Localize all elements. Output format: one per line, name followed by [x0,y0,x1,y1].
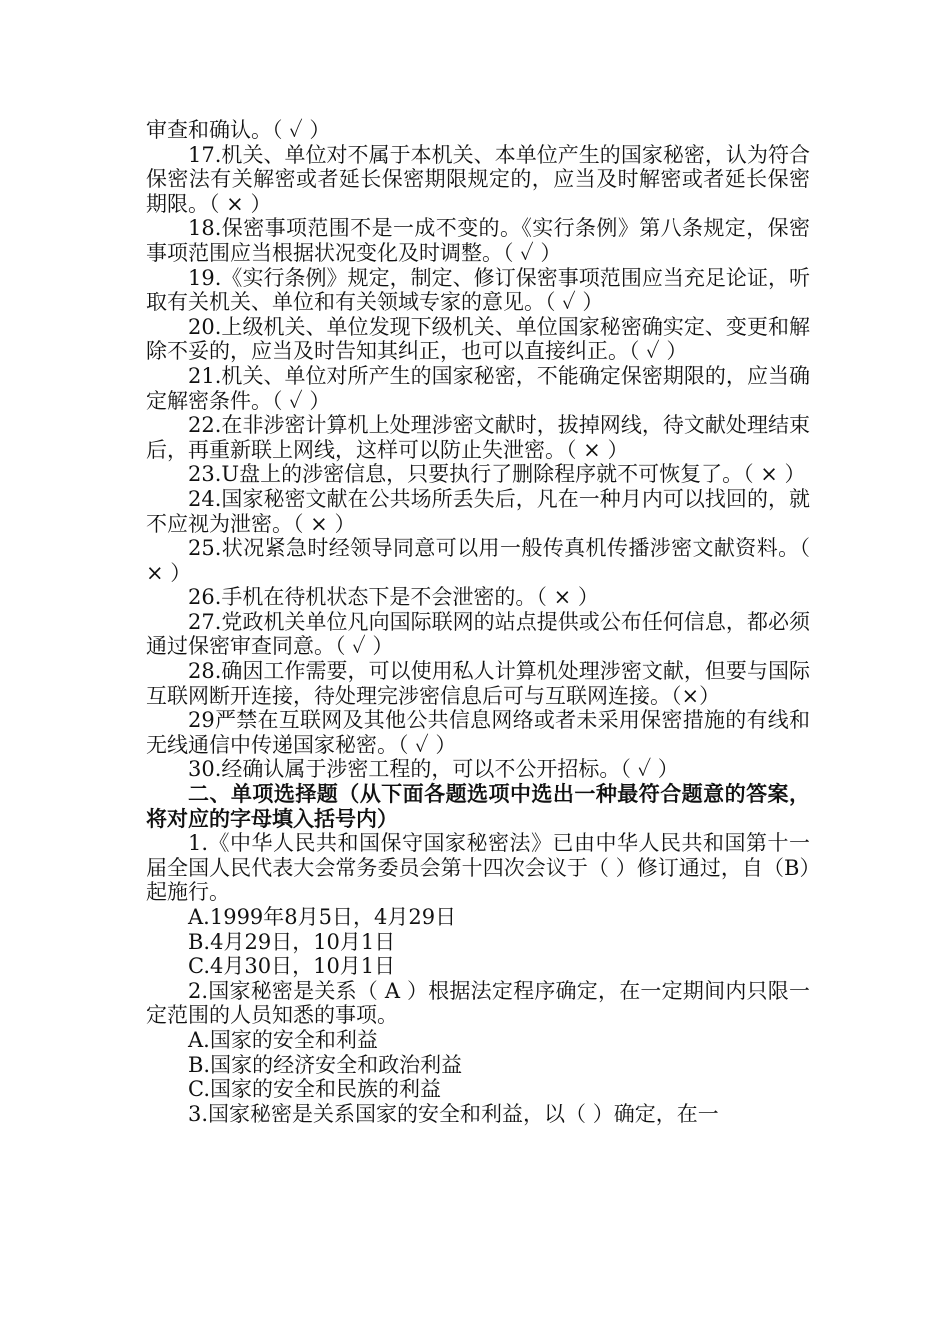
question-17: 17.机关、单位对不属于本机关、本单位产生的国家秘密，认为符合保密法有关解密或者延长保密期限规定的，应当及时解密或者延长保密期限。（ × ） [146,142,810,216]
question-18: 18.保密事项范围不是一成不变的。《实行条例》第八条规定，保密事项范围应当根据状况变化及时调整。（ ✓ ） [146,216,810,265]
mc-question-1: 1.《中华人民共和国保守国家秘密法》已由中华人民共和国第十一届全国人民代表大会常务委员会第十四次会议于（ ）修订通过，自（B）起施行。 [146,831,810,905]
question-25: 25.状况紧急时经领导同意可以用一般传真机传播涉密文献资料。（ × ） [146,536,810,585]
mc-option: B.4月29日，10月1日 [188,929,396,954]
mc-option: A.1999年8月5日，4月29日 [188,905,457,929]
paragraph-1: 审查和确认。（ ✓ ） [146,118,331,142]
question-24: 24.国家秘密文献在公共场所丢失后，凡在一种月内可以找回的，就不应视为泄密。（ × ） [146,486,810,536]
mc-question-3: 3.国家秘密是关系国家的安全和利益，以（ ）确定，在一 [188,1101,719,1126]
mc-option: A.国家的安全和利益 [188,1027,378,1052]
question-22: 22.在非涉密计算机上处理涉密文献时，拔掉网线，待文献处理结束后，再重新联上网线，这样可以防止失泄密。（ × ） [146,413,810,462]
question-26: 26.手机在待机状态下是不会泄密的。（ × ） [188,585,599,610]
document-page [146,118,810,1126]
section-heading: 二、单项选择题（从下面各题选项中选出一种最符合题意的答案，将对应的字母填入括号内） [146,781,810,831]
question-20: 20.上级机关、单位发现下级机关、单位国家秘密确实定、变更和解除不妥的，应当及时告知其纠正，也可以直接纠正。（ ✓ ） [146,314,810,364]
question-27: 27.党政机关单位凡向国际联网的站点提供或公布任何信息，都必须通过保密审查同意。（ ✓ ） [146,609,810,659]
mc-question-2: 2.国家秘密是关系（ A ）根据法定程序确定，在一定期间内只限一定范围的人员知悉的事项。 [146,978,810,1028]
mc-option: C.国家的安全和民族的利益 [188,1077,441,1102]
question-19: 19.《实行条例》规定，制定、修订保密事项范围应当充足论证，听取有关机关、单位和有关领域专家的意见。（ ✓ ） [146,265,810,315]
mc-option: B.国家的经济安全和政治利益 [188,1052,463,1077]
question-23: 23.U盘上的涉密信息，只要执行了删除程序就不可恢复了。（ × ） [188,462,806,487]
question-30: 30.经确认属于涉密工程的，可以不公开招标。（ ✓ ） [188,757,679,782]
question-21: 21.机关、单位对所产生的国家秘密，不能确定保密期限的，应当确定解密条件。（ ✓ ） [146,363,810,413]
question-28: 28.确因工作需要，可以使用私人计算机处理涉密文献，但要与国际互联网断开连接，待处理完涉密信息后可与互联网连接。（×） [146,659,810,708]
question-29: 29严禁在互联网及其他公共信息网络或者未采用保密措施的有线和无线通信中传递国家秘密。（ ✓ ） [146,708,810,757]
mc-option: C.4月30日，10月1日 [188,954,396,979]
